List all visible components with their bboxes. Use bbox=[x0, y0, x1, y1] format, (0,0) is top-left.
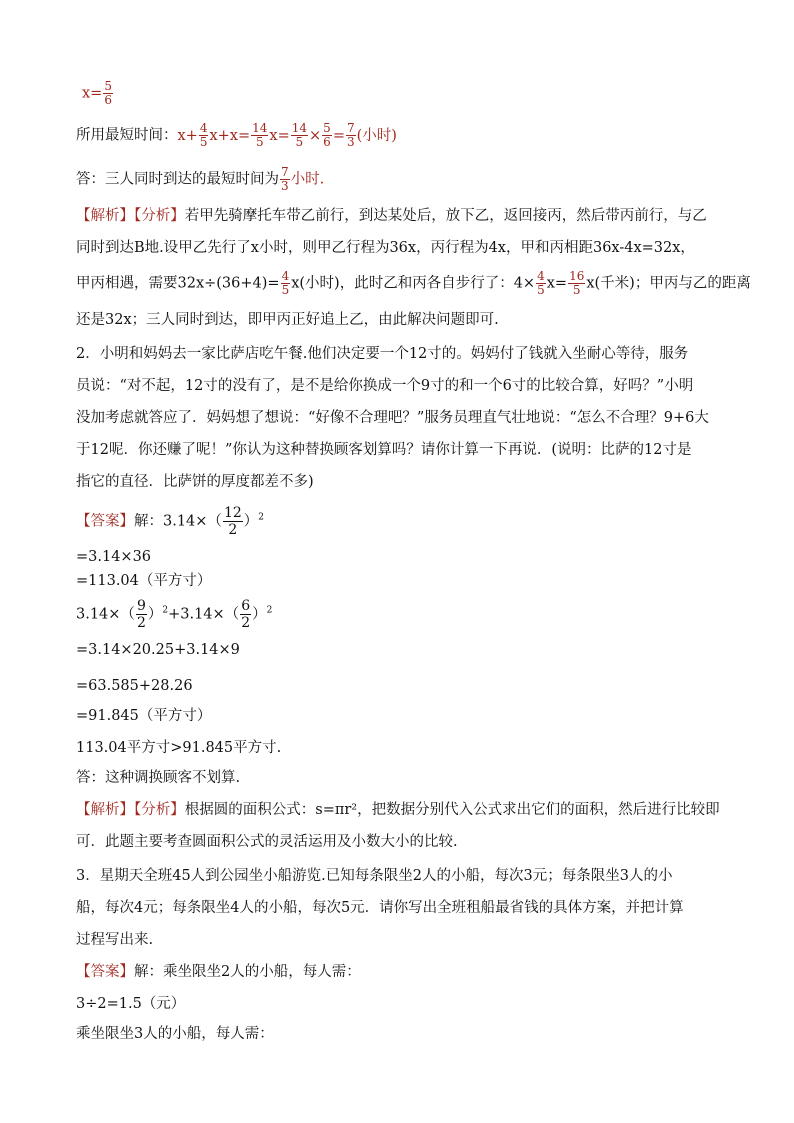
analysis-text: 还是32x；三人同时到达，即甲丙正好追上乙，由此解决问题即可. bbox=[76, 312, 499, 328]
question-text: 指它的直径．比萨饼的厚度都差不多) bbox=[76, 474, 314, 490]
frac-num: 9 bbox=[136, 598, 146, 614]
frac-den: 2 bbox=[228, 522, 238, 538]
frac-den: 3 bbox=[281, 179, 289, 193]
fraction bbox=[251, 122, 268, 149]
frac-num: 7 bbox=[281, 165, 289, 179]
fraction bbox=[281, 270, 291, 297]
analysis-text: x(小时)，此时乙和丙各自步行了：4× bbox=[291, 275, 536, 292]
frac-num: 14 bbox=[252, 121, 268, 135]
q3-answer-1 bbox=[76, 962, 726, 982]
frac-num: 12 bbox=[223, 505, 242, 521]
frac-den: 5 bbox=[255, 135, 264, 149]
expr-part: = bbox=[332, 127, 345, 144]
fraction bbox=[240, 598, 251, 631]
frac-num: 5 bbox=[104, 79, 112, 93]
answer-line bbox=[76, 166, 726, 193]
x-eq-text: x= bbox=[82, 85, 103, 102]
answer-text: 答：三人同时到达的最短时间为 bbox=[76, 171, 279, 188]
answer-text: +3.14×（ bbox=[168, 606, 240, 623]
question-text: 员说：“对不起，12寸的没有了，是不是给你换成一个9寸的和一个6寸的比较合算，好吗？”小明 bbox=[76, 378, 694, 394]
q2-line-3 bbox=[76, 408, 726, 428]
time-expression bbox=[177, 121, 397, 149]
answer-tag: 【答案】 bbox=[76, 513, 134, 530]
fraction bbox=[223, 505, 243, 538]
time-label: 所用最短时间： bbox=[76, 127, 178, 144]
frac-den: 5 bbox=[537, 283, 545, 297]
q2-answer-3 bbox=[76, 571, 726, 591]
time-line bbox=[76, 122, 726, 149]
fraction bbox=[322, 122, 332, 149]
x-equation bbox=[82, 80, 732, 107]
fraction bbox=[346, 122, 356, 149]
answer-text: =91.845（平方寸） bbox=[76, 708, 212, 724]
answer-text: =3.14×36 bbox=[76, 549, 152, 565]
superscript: 2 bbox=[266, 605, 273, 616]
analysis-text: 甲丙相遇，需要32x÷(36+4)= bbox=[76, 275, 280, 292]
q2-answer-9 bbox=[76, 768, 726, 788]
fraction bbox=[199, 122, 209, 149]
expr-part: x+x= bbox=[209, 127, 251, 144]
q3-line-3 bbox=[76, 930, 726, 950]
frac-den: 3 bbox=[346, 135, 355, 149]
frac-den: 5 bbox=[199, 135, 208, 149]
q2-answer-6 bbox=[76, 676, 726, 696]
expr-part: × bbox=[309, 127, 322, 144]
fraction bbox=[568, 270, 585, 297]
frac-num: 4 bbox=[537, 269, 545, 283]
analysis-text: 同时到达B地.设甲乙先行了x小时，则甲乙行程为36x，丙行程为4x，甲和丙相距36x-4x=32x， bbox=[76, 240, 695, 256]
analysis-tag: 【解析】【分析】 bbox=[76, 802, 185, 818]
superscript: 2 bbox=[258, 512, 264, 523]
answer-text: =63.585+28.26 bbox=[76, 678, 193, 694]
analysis-1-line-4 bbox=[76, 310, 726, 330]
frac-num: 6 bbox=[241, 598, 251, 614]
q3-answer-2 bbox=[76, 994, 726, 1014]
fraction bbox=[291, 122, 308, 149]
expr-unit: (小时) bbox=[356, 127, 397, 144]
q2-analysis-2 bbox=[76, 832, 726, 852]
analysis-text: 可．此题主要考查圆面积公式的灵活运用及小数大小的比较. bbox=[76, 834, 458, 850]
q2-line-4 bbox=[76, 440, 726, 460]
superscript: 2 bbox=[162, 605, 169, 616]
analysis-text: x= bbox=[546, 275, 568, 292]
frac-num: 14 bbox=[291, 121, 308, 135]
answer-text: =3.14×20.25+3.14×9 bbox=[76, 642, 240, 658]
fraction bbox=[103, 80, 113, 107]
q2-analysis-1 bbox=[76, 800, 726, 820]
analysis-1-line-3 bbox=[76, 269, 751, 297]
q2-answer-4 bbox=[76, 598, 726, 631]
frac-num: 5 bbox=[323, 121, 331, 135]
answer-unit: 小时. bbox=[290, 171, 325, 188]
answer-text: ） bbox=[252, 606, 267, 623]
q3-answer-3 bbox=[76, 1024, 726, 1044]
question-text: 2．小明和妈妈去一家比萨店吃午餐.他们决定要一个12寸的。妈妈付了钱就入坐耐心等待，服务 bbox=[76, 346, 689, 362]
answer-text: ） bbox=[147, 606, 163, 623]
frac-den: 5 bbox=[281, 283, 290, 297]
analysis-text: x(千米)；甲丙与乙的距离 bbox=[586, 275, 751, 292]
q3-line-2 bbox=[76, 898, 726, 918]
q3-line-1 bbox=[76, 866, 726, 886]
question-text: 船，每次4元；每条限坐4人的小船，每次5元．请你写出全班租船最省钱的具体方案，并把计算 bbox=[76, 900, 684, 916]
expr-part: x= bbox=[269, 127, 290, 144]
answer-text: 乘坐限坐3人的小船，每人需： bbox=[76, 1026, 274, 1042]
frac-den: 6 bbox=[104, 93, 112, 107]
answer-text: ） bbox=[243, 513, 259, 530]
q2-answer-7 bbox=[76, 706, 726, 726]
analysis-tag: 【解析】【分析】 bbox=[76, 208, 185, 224]
q2-answer-8 bbox=[76, 738, 726, 758]
answer-tag: 【答案】 bbox=[76, 964, 134, 980]
frac-den: 2 bbox=[136, 615, 146, 631]
fraction bbox=[536, 270, 546, 297]
q2-answer-1 bbox=[76, 505, 726, 538]
fraction bbox=[136, 598, 147, 631]
q2-line-1 bbox=[76, 344, 726, 364]
analysis-text: 根据圆的面积公式：s=πr²，把数据分别代入公式求出它们的面积，然后进行比较即 bbox=[184, 802, 720, 818]
frac-den: 6 bbox=[323, 135, 331, 149]
answer-text: =113.04（平方寸） bbox=[76, 573, 212, 589]
answer-text: 3÷2=1.5（元） bbox=[76, 996, 186, 1012]
frac-num: 4 bbox=[281, 269, 290, 283]
fraction bbox=[280, 166, 290, 193]
frac-num: 16 bbox=[569, 269, 585, 283]
frac-num: 7 bbox=[346, 121, 355, 135]
analysis-1-line-2 bbox=[76, 238, 726, 258]
q2-answer-5 bbox=[76, 640, 726, 660]
question-text: 没加考虑就答应了．妈妈想了想说：“好像不合理吧？”服务员理直气壮地说：“怎么不合理？9+6大 bbox=[76, 410, 709, 426]
question-text: 3．星期天全班45人到公园坐小船游览.已知每条限坐2人的小船，每次3元；每条限坐3人的小 bbox=[76, 868, 673, 884]
answer-text: 答：这种调换顾客不划算. bbox=[76, 770, 241, 786]
frac-den: 2 bbox=[241, 615, 251, 631]
frac-den: 5 bbox=[572, 283, 581, 297]
answer-text: 解：乘坐限坐2人的小船，每人需： bbox=[134, 964, 361, 980]
q2-line-5 bbox=[76, 472, 726, 492]
question-text: 过程写出来. bbox=[76, 932, 154, 948]
answer-text: 3.14×（ bbox=[76, 606, 135, 623]
question-text: 于12呢．你还赚了呢！”你认为这种替换顾客划算吗？请你计算一下再说．(说明：比萨的12寸是 bbox=[76, 442, 692, 458]
expr-part: x+ bbox=[177, 127, 198, 144]
q2-answer-2 bbox=[76, 547, 726, 567]
frac-den: 5 bbox=[295, 135, 304, 149]
frac-num: 4 bbox=[199, 121, 208, 135]
answer-text: 113.04平方寸>91.845平方寸. bbox=[76, 740, 282, 756]
q2-line-2 bbox=[76, 376, 726, 396]
answer-text: 解：3.14×（ bbox=[134, 513, 222, 530]
analysis-1-line-1 bbox=[76, 206, 726, 226]
analysis-text: 若甲先骑摩托车带乙前行，到达某处后，放下乙，返回接丙，然后带丙前行，与乙 bbox=[184, 208, 707, 224]
